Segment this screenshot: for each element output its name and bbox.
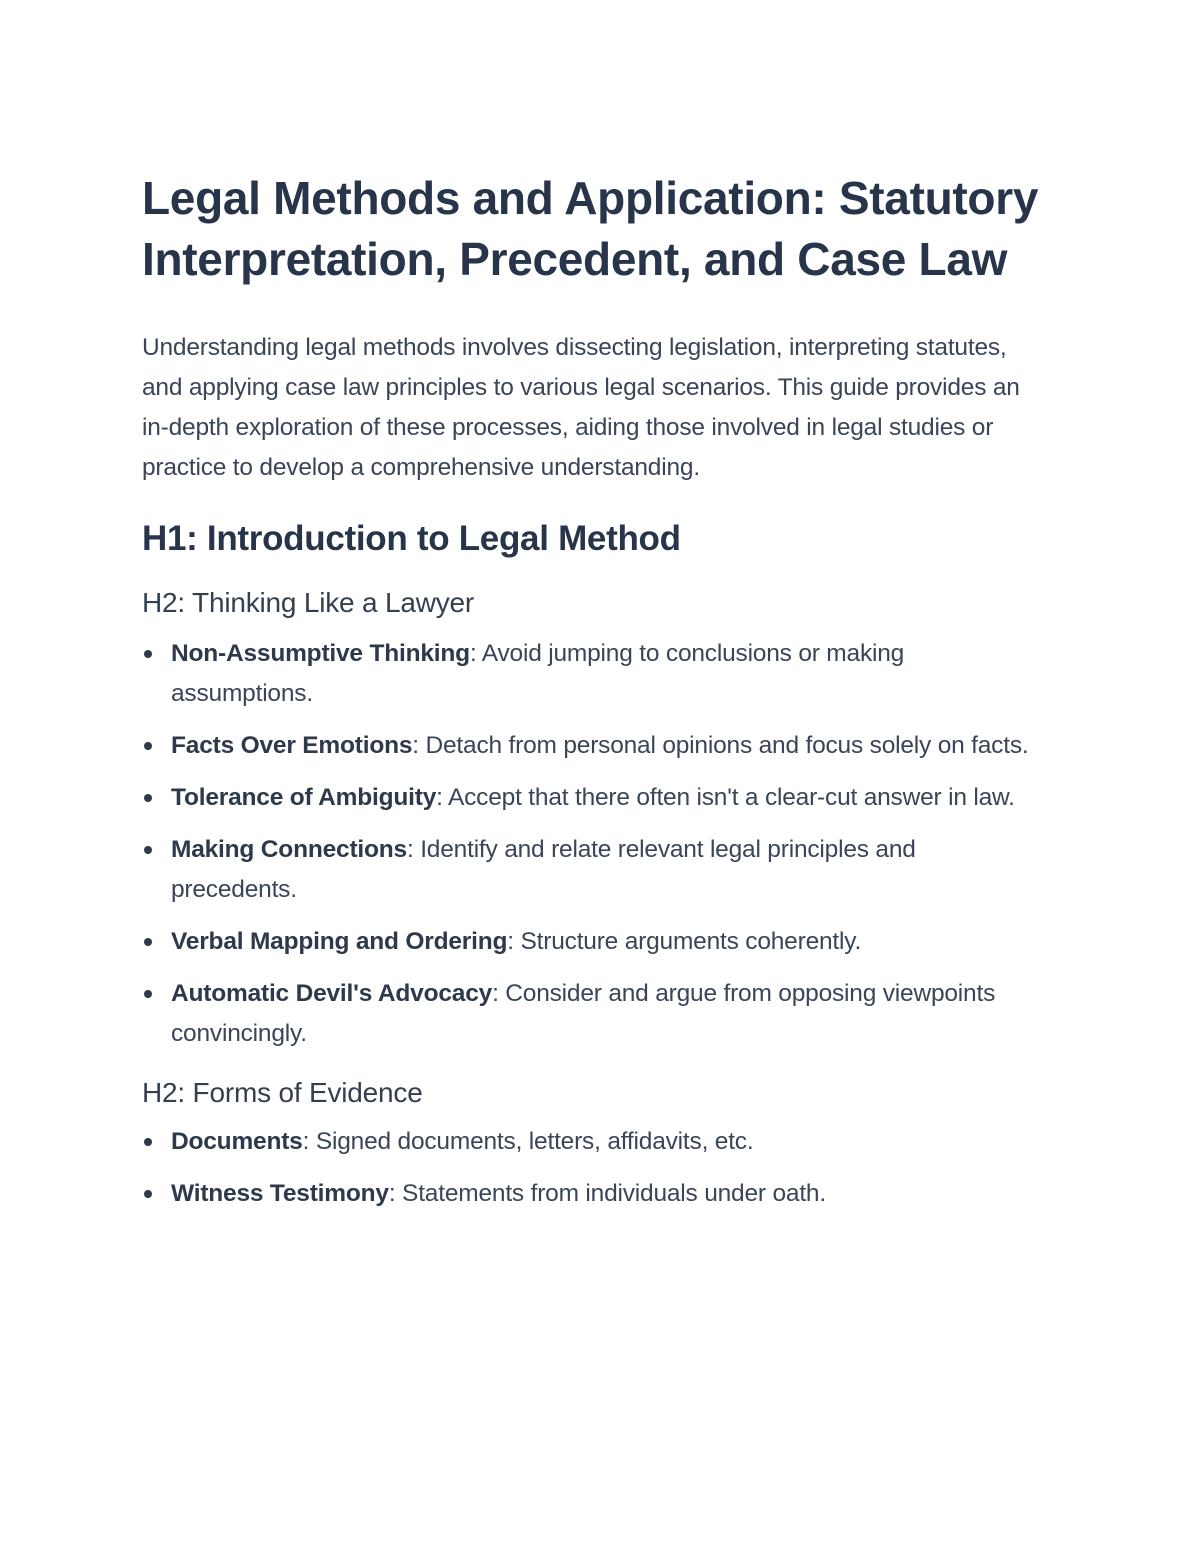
intro-paragraph: Understanding legal methods involves dissecting legislation, interpreting statutes, and applying case law principles to various legal scenarios. This guide provides an in-depth exploration of these processes, aiding those involved in legal studies or practice to develop a comprehensive understanding. bbox=[142, 334, 1020, 481]
list-item-text: : Statements from individuals under oath. bbox=[388, 1180, 826, 1207]
list-item-text: : Detach from personal opinions and focus solely on facts. bbox=[412, 732, 1029, 759]
bullet-icon bbox=[144, 846, 152, 854]
list-item-text: : Structure arguments coherently. bbox=[507, 928, 862, 955]
subsection-heading-thinking: H2: Thinking Like a Lawyer bbox=[142, 587, 475, 618]
list-item-term: Automatic Devil's Advocacy bbox=[171, 980, 493, 1007]
document-page bbox=[142, 168, 1042, 1226]
list-item-term: Verbal Mapping and Ordering bbox=[171, 928, 508, 955]
list-item-text: : Consider and argue from opposing viewpoints convincingly. bbox=[171, 980, 996, 1047]
list-item-term: Facts Over Emotions bbox=[171, 732, 413, 759]
document-title: Legal Methods and Application: Statutory Interpretation, Precedent, and Case Law bbox=[142, 172, 1039, 285]
bullet-icon bbox=[144, 990, 152, 998]
bullet-icon bbox=[144, 742, 152, 750]
list-item bbox=[142, 830, 1042, 910]
bullet-icon bbox=[144, 938, 152, 946]
list-item-text: : Avoid jumping to conclusions or making assumptions. bbox=[171, 640, 905, 707]
list-item bbox=[142, 1174, 1042, 1214]
list-item-term: Making Connections bbox=[171, 836, 407, 863]
bullet-icon bbox=[144, 794, 152, 802]
list-item-term: Witness Testimony bbox=[171, 1180, 389, 1207]
bullet-icon bbox=[144, 1138, 152, 1146]
list-item-term: Non-Assumptive Thinking bbox=[171, 640, 470, 667]
list-item bbox=[142, 726, 1042, 766]
list-item bbox=[142, 634, 1042, 714]
list-item-text: : Accept that there often isn't a clear-cut answer in law. bbox=[436, 784, 1015, 811]
list-item bbox=[142, 1122, 1042, 1162]
list-item bbox=[142, 974, 1042, 1054]
evidence-list bbox=[142, 1122, 1042, 1214]
bullet-icon bbox=[144, 650, 152, 658]
list-item bbox=[142, 778, 1042, 818]
list-item bbox=[142, 922, 1042, 962]
list-item-term: Documents bbox=[171, 1128, 303, 1155]
list-item-text: : Identify and relate relevant legal principles and precedents. bbox=[171, 836, 916, 903]
thinking-list bbox=[142, 634, 1042, 1054]
subsection-heading-evidence: H2: Forms of Evidence bbox=[142, 1077, 423, 1108]
bullet-icon bbox=[144, 1190, 152, 1198]
list-item-term: Tolerance of Ambiguity bbox=[171, 784, 437, 811]
list-item-text: : Signed documents, letters, affidavits, etc. bbox=[302, 1128, 754, 1155]
section-heading-introduction: H1: Introduction to Legal Method bbox=[142, 519, 681, 558]
